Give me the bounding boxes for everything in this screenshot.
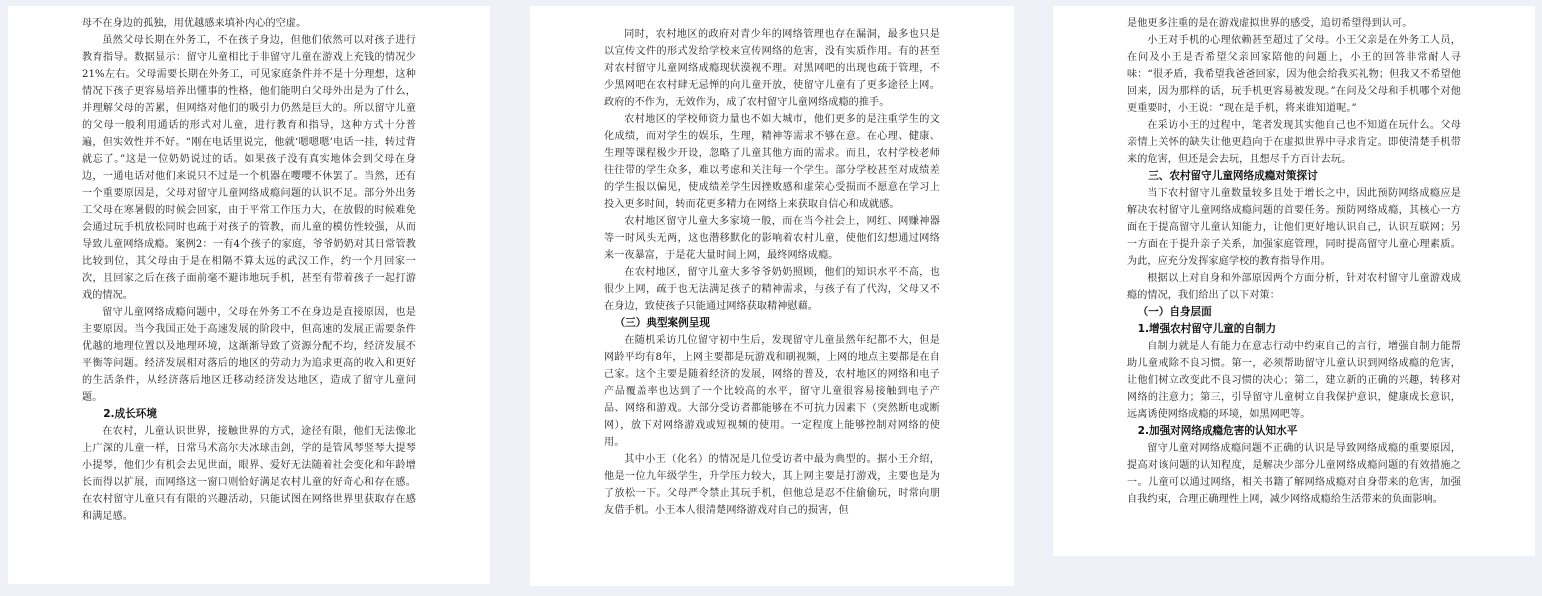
paragraph: 农村地区的学校师资力量也不如大城市，他们更多的是注重学生的文化成绩，而对学生的娱乐，生理，精神等需求不够在意。在心理、健康、生理等课程极少开设，忽略了儿童其他方面的需求。而且，农村学校老师往往带的学生众多，难以考虑和关注每一个学生。部分学校甚至对成绩差的学生报以偏见，使成绩差学生因挫败感和虚荣心受损而不愿意在学习上投入更多时间，转而花更多精力在网络上来获取自信心和成就感。 <box>604 114 940 210</box>
paragraph: 同时，农村地区的政府对青少年的网络管理也存在漏洞，最多也只是以宣传文件的形式发给学校来宣传网络的危害，没有实质作用。有的甚至对农村留守儿童网络成瘾现状漠视不理。对黑网吧的出现也疏于管理，不少黑网吧在农村肆无忌惮的向儿童开放，使留守儿童有了更多途径上网。政府的不作为，无效作为，成了农村留守儿童网络成瘾的推手。 <box>604 29 940 108</box>
section-heading: 2.成长环境 <box>103 408 157 420</box>
section-heading: 三、农村留守儿童网络成瘾对策探讨 <box>1148 170 1318 182</box>
subsection-heading: 1.增强农村留守儿童的自制力 <box>1137 323 1277 335</box>
paragraph: 留守儿童网络成瘾问题中，父母在外务工不在身边是直接原因，也是主要原因。当今我国正处于高速发展的阶段中，但高速的发展正需要条件优越的地理位置以及地理环境，这渐渐导致了资源分配不均，经济发展不平衡等问题。经济发展相对落后的地区的劳动力为追求更高的收入和更好的生活条件，从经济落后地区迁移动经济发达地区，造成了留守儿童问题。 <box>82 307 416 403</box>
paragraph: 是他更多注重的是在游戏虚拟世界的感受，追切希望得到认可。 <box>1127 18 1413 29</box>
paragraph: 农村地区留守儿童大多家境一般，而在当今社会上，网红、网赚神器等一时风头无两，这也潜移默化的影响着农村儿童，使他们幻想通过网络来一夜暴富，于是花大量时间上网，最终网络成瘾。 <box>604 216 940 261</box>
paragraph: 虽然父母长期在外务工，不在孩子身边，但他们依然可以对孩子进行教育指导。数据显示：留守儿童相比于非留守儿童在游戏上充钱的情况少21%左右。父母需要长期在外务工，可见家庭条件并不是十分理想，这种情况下孩子更容易培养出懂事的性格，他们能明白父母外出是为了什么，并理解父母的苦累，但网络对他们的吸引力仍然是巨大的。所以留守儿童的父母一般利用通话的形式对儿童，进行教育和指导，这种方式十分普遍，但实效性并不好。“刚在电话里说完，他就‘嗯嗯嗯’电话一挂，转过背就忘了。”这是一位奶奶说过的话。如果孩子没有真实地体会到父母在身边，一通电话对他们来说只不过是一个机器在嘤嘤不休罢了。当然，还有一个重要原因是，父母对留守儿童网络成瘾问题的认识不足。部分外出务工父母在寒暑假的时候会回家，由于平常工作压力大，在放假的时候难免会通过玩手机放松同时也疏于对孩子的管教，而儿童的模仿性较强，从而导致儿童网络成瘾。案例2：一有4个孩子的家庭，爷爷奶奶对其日常管教比较到位，其父母由于是在相隔不算太远的武汉工作，约一个月回家一次，且回家之后在孩子面前毫不避讳地玩手机，甚至有带着孩子一起打游戏的情况。 <box>82 35 416 301</box>
paragraph: 自制力就是人有能力在意志行动中约束自己的言行，增强自制力能帮助儿童戒除不良习惯。第一，必须帮助留守儿童认识到网络成瘾的危害，让他们树立改变此不良习惯的决心；第二，建立新的正确的兴趣，转移对网络的注意力；第三，引导留守儿童树立自我保护意识，健康成长意识，远离诱使网络成瘾的环境，如黑网吧等。 <box>1127 341 1461 420</box>
section-heading: （三）典型案例呈现 <box>614 317 710 329</box>
paragraph: 在农村，儿童认识世界，接触世界的方式，途径有限，他们无法像北上广深的儿童一样，日常马术高尔夫冰球击剑，学的是管风琴竖琴大提琴小提琴，他们少有机会去见世面，眼界、爱好无法随着社会变化和年龄增长而得以扩展，而网络这一窗口则恰好满足农村儿童的好奇心和存在感。在农村留守儿童只有有限的兴趣活动，只能试图在网络世界里获取存在感和满足感。 <box>82 426 416 522</box>
paragraph: 根据以上对自身和外部原因两个方面分析，针对农村留守儿童游戏成瘾的情况，我们给出了以下对策： <box>1127 273 1461 301</box>
paragraph: 在采访小王的过程中，笔者发现其实他自己也不知道在玩什么。父母亲情上关怀的缺失让他更趋向于在虚拟世界中寻求肯定。即使清楚手机带来的危害，但还是会去玩，且想尽千方百计去玩。 <box>1127 120 1461 165</box>
section-heading: （一）自身层面 <box>1137 306 1212 318</box>
document-page-1 <box>8 6 490 584</box>
paragraph: 母不在身边的孤独，用优越感来填补内心的空虚。 <box>82 18 307 29</box>
paragraph: 当下农村留守儿童数量较多且处于增长之中，因此预防网络成瘾应是解决农村留守儿童网络成瘾问题的首要任务。预防网络成瘾，其核心一方面在于提高留守儿童认知能力，让他们更好地认识自己，认识互联网；另一方面在于提升亲子关系，加强家庭管理，同时提高留守儿童心理素质。为此，应充分发挥家庭学校的教育指导作用。 <box>1127 188 1461 267</box>
document-page-3 <box>1053 6 1535 556</box>
paragraph: 在随机采访几位留守初中生后，发现留守儿童虽然年纪都不大，但是网龄平均有8年，上网主要都是玩游戏和刷视频，上网的地点主要都是在自己家。这个主要是随着经济的发展，网络的普及，农村地区的网络和电子产品覆盖率也达到了一个比较高的水平，留守儿童很容易接触到电子产品、网络和游戏。大部分受访者都能够在不可抗力因素下（突然断电或断网），放下对网络游戏或短视频的使用。一定程度上能够控制对网络的使用。 <box>604 335 940 448</box>
subsection-heading: 2.加强对网络成瘾危害的认知水平 <box>1137 425 1298 437</box>
document-page-2 <box>530 6 1014 586</box>
paragraph: 在农村地区，留守儿童大多爷爷奶奶照顾，他们的知识水平不高，也很少上网，疏于也无法满足孩子的精神需求，与孩子有了代沟，父母又不在身边，致使孩子只能通过网络获取精神慰藉。 <box>604 267 940 312</box>
paragraph: 留守儿童对网络成瘾问题不正确的认识是导致网络成瘾的重要原因，提高对该问题的认知程度，是解决少部分儿童网络成瘾问题的有效措施之一。儿童可以通过网络，相关书籍了解网络成瘾对自身带来的危害，加强自我约束，合理正确理性上网，减少网络成瘾给生活带来的负面影响。 <box>1127 443 1461 505</box>
paragraph: 小王对手机的心理依赖甚至超过了父母。小王父亲是在外务工人员，在问及小王是否希望父亲回家陪他的问题上，小王的回答非常耐人寻味：“很矛盾，我希望我爸爸回家，因为他会给我买礼物；但我又不希望他回来，因为那样的话，玩手机更容易被发现。”在问及父母和手机哪个对他更重要时，小王说：“现在是手机，将来谁知道呢。” <box>1127 35 1461 114</box>
paragraph: 其中小王（化名）的情况是几位受访者中最为典型的。据小王介绍，他是一位九年级学生，升学压力较大，其上网主要是打游戏，主要也是为了放松一下。父母严令禁止其玩手机，但他总是忍不住偷偷玩，时常向朋友借手机。小王本人很清楚网络游戏对自己的损害，但 <box>604 454 940 516</box>
